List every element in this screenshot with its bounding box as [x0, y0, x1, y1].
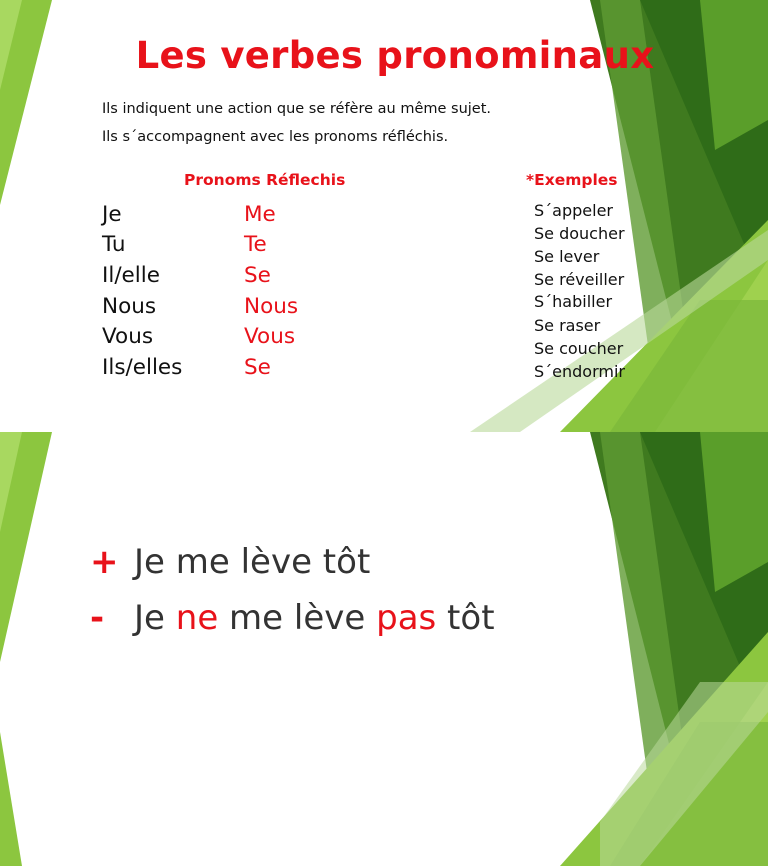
exemple-item: Se doucher [534, 224, 625, 243]
slide-2 [0, 432, 768, 866]
page-title: Les verbes pronominaux [135, 34, 655, 77]
affirmative-text: Je me lève tôt [134, 542, 371, 582]
subject-pronoun: Vous [102, 324, 154, 349]
affirmative-sentence [90, 542, 370, 582]
negation-ne: ne [175, 598, 219, 638]
exemples-heading: *Exemples [526, 171, 618, 189]
intro-line-1: Ils indiquent une action que se réfère au même sujet. [102, 101, 492, 117]
exemple-item: S´endormir [534, 362, 625, 381]
intro-line-2: Ils s´accompagnent avec les pronoms réfléchis. [102, 129, 449, 145]
pronoms-heading: Pronoms Réflechis [184, 171, 346, 189]
subject-pronoun: Il/elle [102, 263, 160, 288]
minus-sign: - [90, 598, 105, 638]
negative-part-2: me lève [218, 598, 377, 638]
subject-pronoun: Ils/elles [102, 355, 183, 380]
negative-sentence [90, 598, 495, 638]
slide-1 [0, 0, 768, 432]
exemple-item: Se lever [534, 247, 600, 266]
exemple-item: Se réveiller [534, 270, 625, 289]
plus-sign: + [90, 542, 119, 582]
reflexive-pronoun: Vous [244, 324, 296, 349]
exemple-item: S´habiller [534, 292, 613, 311]
exemple-item: Se raser [534, 316, 601, 335]
reflexive-pronoun: Te [244, 232, 267, 257]
reflexive-pronoun: Se [244, 263, 271, 288]
green-shapes-decoration [0, 432, 768, 866]
reflexive-pronoun: Nous [244, 294, 299, 319]
reflexive-pronoun: Me [244, 202, 276, 227]
negative-part-1: Je [134, 598, 176, 638]
negation-pas: pas [376, 598, 437, 638]
reflexive-pronoun: Se [244, 355, 271, 380]
exemple-item: S´appeler [534, 201, 613, 220]
subject-pronoun: Je [102, 202, 122, 227]
subject-pronoun: Nous [102, 294, 157, 319]
negative-part-3: tôt [436, 598, 495, 638]
exemple-item: Se coucher [534, 339, 624, 358]
subject-pronoun: Tu [102, 232, 126, 257]
